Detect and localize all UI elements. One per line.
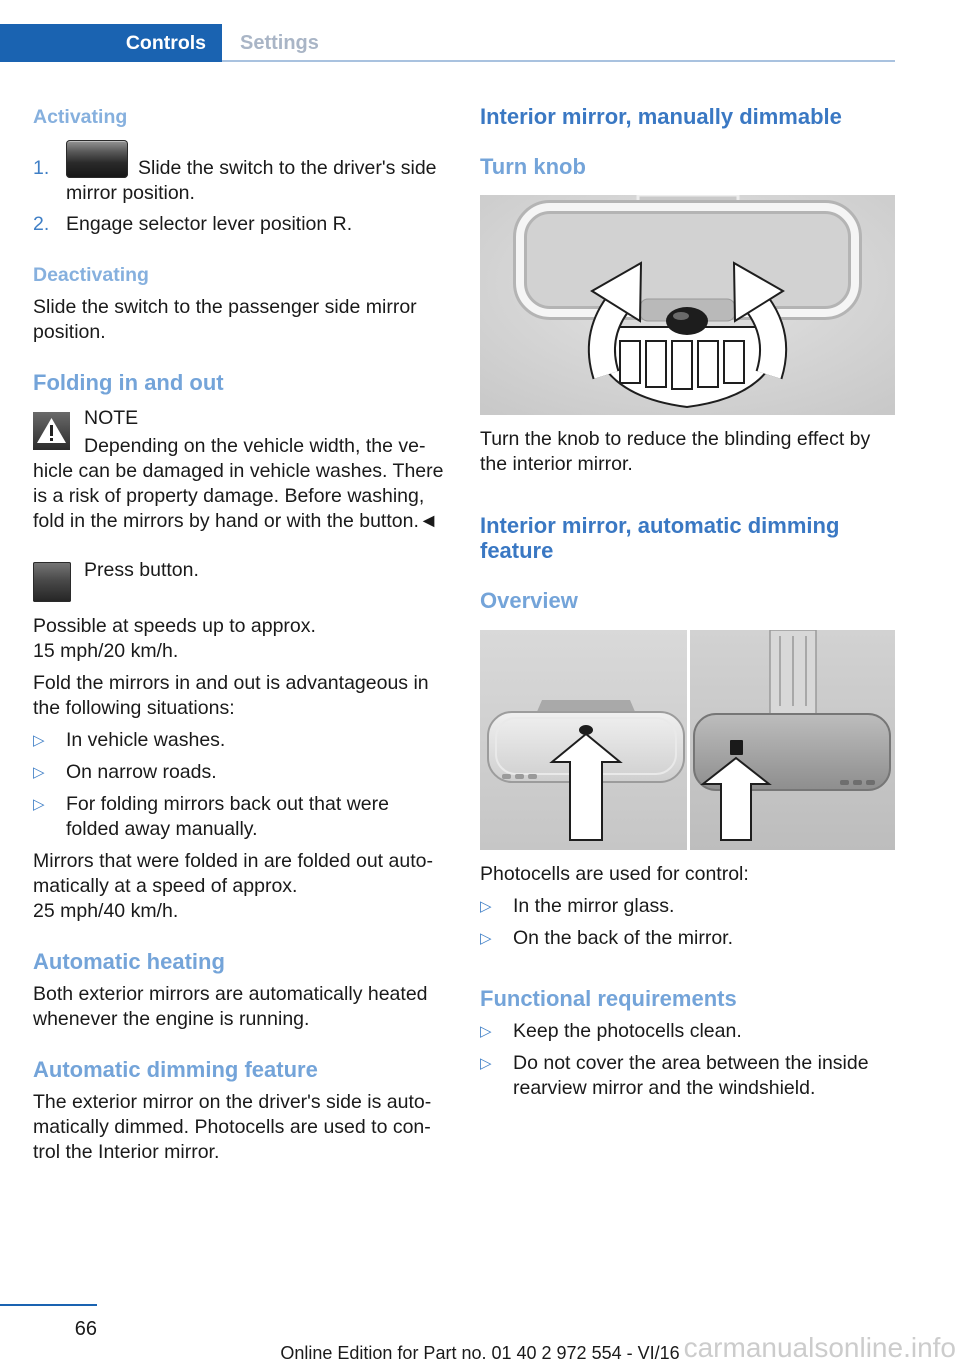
list-item-text: Do not cover the area between the inside <box>513 1052 869 1074</box>
paragraph-line: Turn the knob to reduce the blinding effect by <box>480 428 871 450</box>
deactivating-text <box>33 295 417 345</box>
heading-manual-mirror: Interior mirror, manually dimmable <box>480 104 842 129</box>
list-item <box>33 760 447 785</box>
note-line: hicle can be damaged in vehicle washes. There <box>33 460 444 482</box>
tab-controls[interactable]: Controls <box>0 24 222 62</box>
heading-activating: Activating <box>33 106 128 128</box>
watermark: carmanualsonline.info <box>683 1332 956 1363</box>
page-number: 66 <box>74 1318 97 1340</box>
heading-deactivating: Deactivating <box>33 264 149 286</box>
tab-settings[interactable]: Settings <box>240 32 319 54</box>
bullet-triangle-icon: ▷ <box>480 1022 492 1040</box>
paragraph-line: Possible at speeds up to approx. <box>33 615 316 637</box>
list-item-text: On narrow roads. <box>66 761 217 783</box>
note-line: fold in the mirrors by hand or with the button.◄ <box>33 510 439 532</box>
step-text-line: Slide the switch to the driver's side <box>138 157 437 179</box>
heading-automatic-mirror <box>480 513 839 563</box>
edition-text: Online Edition for Part no. 01 40 2 972 554 - VI/16 <box>280 1343 680 1363</box>
turn-knob-image <box>480 195 895 415</box>
bullet-triangle-icon: ▷ <box>33 731 45 749</box>
heading-line: feature <box>480 538 554 563</box>
header-rule <box>222 60 895 62</box>
list-item-text: In vehicle washes. <box>66 729 226 751</box>
heading-turn-knob: Turn knob <box>480 154 586 179</box>
paragraph-line: trol the Interior mirror. <box>33 1141 220 1163</box>
list-item <box>480 1051 895 1099</box>
heading-line: Interior mirror, automatic dimming <box>480 513 840 538</box>
mirror-switch-icon <box>66 140 128 178</box>
paragraph-line: Fold the mirrors in and out is advantageous in <box>33 672 429 694</box>
bullet-triangle-icon: ▷ <box>480 1054 492 1072</box>
heading-automatic-dimming: Automatic dimming feature <box>33 1057 318 1082</box>
paragraph-line: 25 mph/40 km/h. <box>33 900 179 922</box>
list-item-text: folded away manually. <box>66 818 258 840</box>
note-line: is a risk of property damage. Before washing, <box>33 485 425 507</box>
bullet-triangle-icon: ▷ <box>480 929 492 947</box>
heading-functional-requirements: Functional requirements <box>480 986 737 1011</box>
photocell-overview-image <box>480 630 895 850</box>
warning-icon <box>33 412 70 450</box>
step-number: 1. <box>33 157 50 179</box>
bullet-triangle-icon: ▷ <box>480 897 492 915</box>
footer-rule <box>0 1304 97 1306</box>
step-number: 2. <box>33 213 50 235</box>
list-item <box>480 926 895 951</box>
auto-fold-out-text <box>33 849 433 924</box>
speed-text <box>33 614 316 664</box>
list-item-text: rearview mirror and the windshield. <box>513 1077 816 1099</box>
list-item-text: For folding mirrors back out that were <box>66 793 389 815</box>
list-item <box>33 728 447 753</box>
paragraph-line: whenever the engine is running. <box>33 1008 310 1030</box>
note-line: Depending on the vehicle width, the ve- <box>84 435 426 457</box>
list-item <box>33 792 447 840</box>
heading-overview: Overview <box>480 588 578 613</box>
list-item <box>480 894 895 919</box>
paragraph-line: matically at a speed of approx. <box>33 875 298 897</box>
heading-folding: Folding in and out <box>33 370 224 395</box>
paragraph-line: 15 mph/20 km/h. <box>33 640 179 662</box>
paragraph-line: Slide the switch to the passenger side mirror <box>33 296 417 318</box>
list-item-text: In the mirror glass. <box>513 895 675 917</box>
press-button-text: Press button. <box>84 559 199 581</box>
paragraph-line: The exterior mirror on the driver's side is auto- <box>33 1091 432 1113</box>
bullet-triangle-icon: ▷ <box>33 763 45 781</box>
paragraph-line: the following situations: <box>33 697 235 719</box>
list-item-text: On the back of the mirror. <box>513 927 734 949</box>
list-item <box>480 1019 895 1044</box>
step-text-line: mirror position. <box>66 182 195 204</box>
photocells-intro: Photocells are used for control: <box>480 863 749 885</box>
situations-intro <box>33 671 429 721</box>
turn-knob-text <box>480 427 870 477</box>
paragraph-line: Both exterior mirrors are automatically heated <box>33 983 428 1005</box>
paragraph-line: the interior mirror. <box>480 453 633 475</box>
paragraph-line: Mirrors that were folded in are folded out auto- <box>33 850 433 872</box>
note-title: NOTE <box>84 407 139 429</box>
list-item-text: Keep the photocells clean. <box>513 1020 742 1042</box>
paragraph-line: position. <box>33 321 106 343</box>
step-text-line: Engage selector lever position R. <box>66 213 353 235</box>
mirror-fold-button-icon <box>33 562 71 602</box>
heading-automatic-heating: Automatic heating <box>33 949 225 974</box>
bullet-triangle-icon: ▷ <box>33 795 45 813</box>
dimming-text <box>33 1090 431 1165</box>
heating-text <box>33 982 428 1032</box>
paragraph-line: matically dimmed. Photocells are used to con- <box>33 1116 431 1138</box>
